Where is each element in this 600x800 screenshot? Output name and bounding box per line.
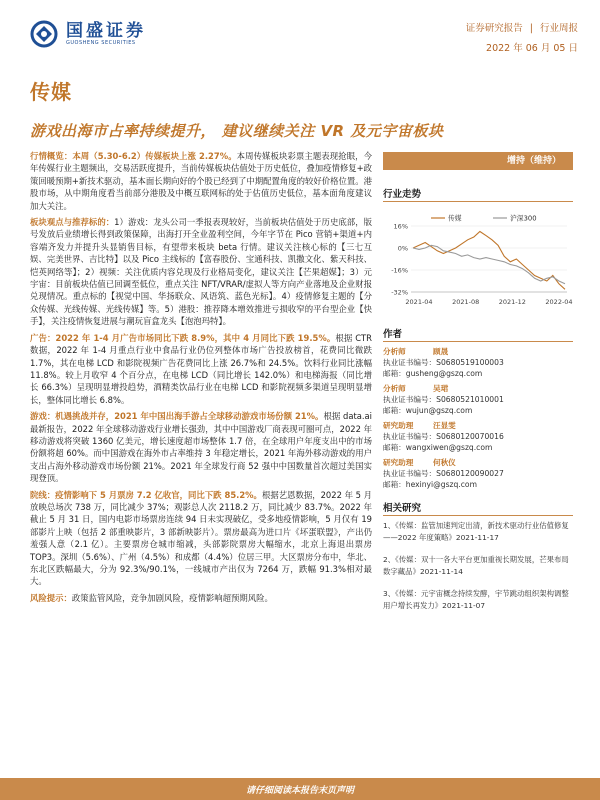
x-tick-label: 2021-04 bbox=[405, 298, 433, 306]
para-lead: 风险提示： bbox=[30, 592, 72, 603]
trend-divider bbox=[383, 201, 573, 202]
analyst-entry bbox=[383, 420, 573, 453]
para-text: 根据 data.ai 最新报告，2022 年全球移动游戏行业增长强劲，其中中国游戏厂商表现可圈可点，2022 年移动游戏将突破 1360 亿美元，增长速度超市场整体 1.7 倍，在全球用户年度支出中的市场份额将超 60%。而中国游戏在海外市占率维持 3 年稳定增长，2021 年海外移动游戏的用户支出占海外移动游戏市场份额 21%。2021 年全球发行商 52 强中中国数量首次超过美国实现登顶。 bbox=[30, 411, 373, 484]
analyst-cert: 执业证书编号：S0680521010001 bbox=[383, 395, 504, 404]
analyst-role: 分析师 bbox=[383, 347, 406, 356]
body-text-column bbox=[30, 150, 372, 608]
series-line-1 bbox=[413, 245, 565, 283]
report-sub-label: 行业周报 bbox=[539, 23, 578, 34]
analyst-name: 吴珺 bbox=[433, 384, 449, 393]
analyst-list bbox=[383, 346, 573, 494]
trend-heading: 行业走势 bbox=[383, 189, 422, 200]
para-lead: 游戏： bbox=[30, 411, 56, 422]
guosheng-logo-icon bbox=[28, 20, 60, 48]
paragraph-cinema bbox=[30, 489, 372, 588]
para-lead: 行情概览： bbox=[30, 151, 73, 161]
analyst-entry bbox=[383, 457, 573, 490]
para-lead: 院线： bbox=[30, 489, 56, 500]
analyst-email[interactable]: 邮箱：hexinyi@gszq.com bbox=[383, 480, 477, 489]
report-type bbox=[462, 20, 578, 34]
analyst-role: 研究助理 bbox=[383, 458, 414, 467]
logo-en: GUOSHENG SECURITIES bbox=[66, 40, 136, 46]
related-heading: 相关研究 bbox=[383, 503, 422, 514]
paragraph-risk bbox=[30, 592, 372, 604]
x-tick-label: 2022-04 bbox=[545, 298, 573, 306]
analyst-email[interactable]: 邮箱：wangxiwen@gszq.com bbox=[383, 443, 493, 452]
x-tick-label: 2021-12 bbox=[498, 298, 526, 306]
y-tick-label: -16% bbox=[391, 266, 408, 275]
paragraph-recommend bbox=[30, 216, 372, 328]
page-footer bbox=[0, 778, 600, 800]
page-title: 游戏出海市占率持续提升， 建议继续关注 VR 及元宇宙板块 bbox=[30, 122, 444, 140]
para-text: 根据艺恩数据，2022 年 5 月放映总场次 738 万，同比减少 37%；观影总人次 2118.2 万，同比减少 83.7%。2022 年截止 5 月 31 日，国内电影市场票房连续 94 日未实现破亿，受多地疫情影响，5 月仅有 19 部影片上映（包括 2 部重映影片，3 部新映影片）。票房最高为进口片《坏蛋联盟》，产出仍羞强人意（2.1 亿）。主要票房仓城市缩减，头部影院票房大幅缩水，北京上海退出票房 TOP3。深圳（5.6%）、广州（4.5%）和成都（4.4%）位居三甲。大区票房分布中，华北、东北区跌幅最大，分为 92.3%/90.1%，一线城市产出仅为 7264 万，跌幅 91.3%相对最大。 bbox=[30, 489, 372, 587]
para-lead: 广告： bbox=[30, 332, 56, 343]
para-text: 根据 CTR 数据，2022 年 1-4 月重点行业中食品行业仍位列整体市场广告投放榜首，花费同比微跌 1.7%，其在电梯 LCD 和影院视频广告花费同比上涨 26.7%和 24.5%。饮料行业同比涨幅 11.8%。较上月收窄 4 个百分点，在电梯 LCD（同比增长 142.0%）和电梯海报（同比增长 66.3%）呈现明显增投趋势，酒精类饮品行业在电梯 LCD 和影院视频多渠道呈现明显增长，整体同比增长 6.8%。 bbox=[30, 332, 372, 405]
analyst-name: 何秋仪 bbox=[433, 458, 456, 467]
analyst-entry bbox=[383, 346, 573, 379]
header-separator: | bbox=[529, 23, 533, 34]
para-text: 政策监管风险，竞争加剧风险，疫情影响超预期风险。 bbox=[71, 592, 273, 603]
authors-heading: 作者 bbox=[383, 329, 403, 340]
report-header bbox=[0, 0, 600, 60]
x-tick-label: 2021-08 bbox=[452, 298, 480, 306]
analyst-role: 分析师 bbox=[383, 384, 406, 393]
related-item[interactable]: 3、《传媒：元宇宙概念持续发酵，宇节跳动组织架构调整用户增长再发力》2021-11-07 bbox=[383, 589, 569, 610]
analyst-name: 汪显雯 bbox=[433, 421, 456, 430]
y-tick-label: 16% bbox=[393, 222, 408, 231]
section-title: 传媒 bbox=[30, 80, 72, 104]
analyst-cert: 执业证书编号：S0680120090027 bbox=[383, 469, 504, 478]
related-divider bbox=[383, 515, 573, 516]
related-item[interactable]: 2、《传媒：双十一各大平台更加重视长期发展，芒果布局数字藏品》2021-11-14 bbox=[383, 555, 569, 576]
legend-label: 沪深300 bbox=[510, 214, 537, 223]
footer-disclaimer: 请仔细阅读本报告末页声明 bbox=[245, 786, 354, 796]
legend-label: 传媒 bbox=[448, 214, 462, 223]
company-logo bbox=[28, 20, 146, 48]
trend-chart-svg bbox=[383, 212, 573, 308]
para-highlight: 本周（5.30-6.2）传媒板块上涨 2.27%。 bbox=[72, 151, 237, 161]
y-tick-label: 0% bbox=[397, 244, 408, 253]
para-highlight: 疫情影响下 5 月票房 7.2 亿收官，同比下跌 85.2%。 bbox=[55, 489, 262, 500]
paragraph-market bbox=[30, 150, 372, 212]
para-highlight: 2022 年 1-4 月广告市场同比下跌 8.9%，其中 4 月同比下跌 19.5%。 bbox=[55, 332, 336, 343]
analyst-cert: 执业证书编号：S0680519100003 bbox=[383, 358, 504, 367]
analyst-cert: 执业证书编号：S0680120070016 bbox=[383, 432, 504, 441]
related-item[interactable]: 1、《传媒：监管加速判定出清，新技术驱动行业估值修复——2022 年度策略》2021-11-17 bbox=[383, 521, 569, 542]
report-type-label: 证券研究报告 bbox=[465, 23, 523, 34]
rating-badge: 增持（维持） bbox=[383, 152, 573, 170]
analyst-name: 顾晟 bbox=[433, 347, 449, 356]
report-date: 2022 年 06 月 05 日 bbox=[486, 43, 578, 54]
paragraph-ads bbox=[30, 332, 372, 406]
para-lead: 板块观点与推荐标的： bbox=[30, 217, 115, 228]
analyst-role: 研究助理 bbox=[383, 421, 414, 430]
analyst-entry bbox=[383, 383, 573, 416]
para-text: 本周传媒板块彩票主题表现抢眼，今年传媒行业主题频出，交易活跃度提升，当前传媒板块估值处于历史低位，叠加疫情修复+政策回暖预期+新技术驱动，基本面长期向好的个股已经到了中期配置角度的较好价格位置。港股市场，从中期角度看当前部分港股及中概互联网标的处于估值历史低位，基本面角度建议加大关注。 bbox=[30, 151, 373, 211]
authors-divider bbox=[383, 341, 573, 342]
paragraph-games bbox=[30, 410, 372, 484]
analyst-email[interactable]: 邮箱：wujun@gszq.com bbox=[383, 406, 473, 415]
para-highlight: 机遇挑战并存，2021 年中国出海手游占全球移动游戏市场份额 21%。 bbox=[55, 411, 324, 422]
analyst-email[interactable]: 邮箱：gusheng@gszq.com bbox=[383, 369, 483, 378]
trend-chart bbox=[383, 212, 573, 308]
logo-cn: 国盛证券 bbox=[66, 21, 146, 41]
y-tick-label: -32% bbox=[391, 288, 408, 297]
para-text: 1）游戏：龙头公司一季报表现较好，当前板块估值处于历史底部，版号发放后业绩增长得到政策保障，出海打开全业盈利空间，今年字节在 Pico 营销+渠道+内容端齐发力并提升头显销售目标，有望带来板块 beta 行情。建议关注核心标的【三七互娱、完美世界、吉比特】以及 Pico 主线标的【富春股份、宝通科技、凯撒文化、紫天科技、恺英网络等】；2）视频：关注优质内容兑现及行业格局变化，建议关注【芒果超媒】；3）元宇宙：目前板块估值已回调至低位，重点关注 NFT/VRAR/虚拟人等方向产业落地及企业财报兑现情况。重点标的【视觉中国、华扬联众、风语筑、蓝色光标】。4）疫情修复主题的【分众传媒、光线传媒、光线传媒】等。5）港股：推荐降本增效推进亏损收窄的平台型企业【快手】，关注疫情恢复进展与潮玩盲盒龙头【泡泡玛特】。 bbox=[30, 217, 373, 327]
related-research-list bbox=[383, 520, 575, 622]
